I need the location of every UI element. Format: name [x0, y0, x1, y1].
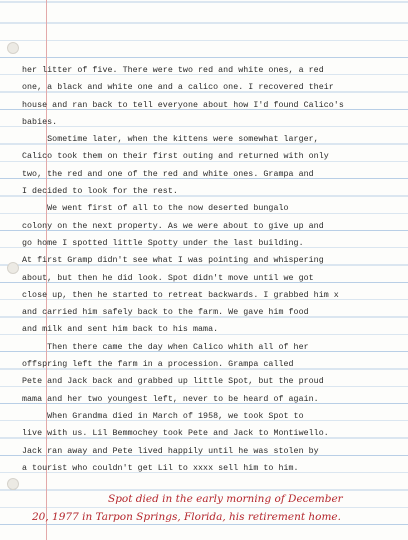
binder-hole — [7, 42, 19, 54]
typed-line: Pete and Jack back and grabbed up little Spot, but the proud — [22, 377, 324, 387]
typed-line: her litter of five. There were two red and white ones, a red — [22, 66, 324, 75]
typed-line: one, a black and white one and a calico one. I recovered their — [22, 83, 334, 93]
typed-line: Sometime later, when the kittens were somewhat larger, — [22, 135, 319, 145]
typed-line: colony on the next property. As we were about to give up and — [22, 221, 324, 231]
typed-line: Jack ran away and Pete lived happily until he was stolen by — [22, 446, 319, 456]
typed-line: close up, then he started to retreat backwards. I grabbed him x — [22, 290, 339, 300]
typed-line: two, the red and one of the red and white ones. Grampa and — [22, 169, 314, 179]
handwritten-note-line: Spot died in the early morning of December — [108, 493, 343, 505]
typed-line: At first Gramp didn't see what I was pointing and whispering — [22, 256, 324, 266]
typed-line: babies. — [22, 117, 58, 127]
binder-hole — [7, 478, 19, 490]
typed-line: and milk and sent him back to his mama. — [22, 325, 219, 335]
typed-line: Then there came the day when Calico whith all of her — [22, 342, 309, 352]
typed-line: mama and her two youngest left, never to be heard of again. — [22, 394, 319, 404]
typed-line: house and ran back to tell everyone about how I'd found Calico's — [22, 100, 344, 110]
typed-line: and carried him safely back to the farm. We gave him food — [22, 308, 309, 318]
typed-line: offspring left the farm in a procession. Grampa called — [22, 360, 294, 370]
typed-text-body — [22, 62, 392, 477]
typed-line: We went first of all to the now deserted bungalo — [22, 204, 289, 214]
typed-line: live with us. Lil Bemmochey took Pete and Jack to Montiwello. — [22, 429, 329, 439]
handwritten-note-line: 20, 1977 in Tarpon Springs, Florida, his retirement home. — [32, 511, 341, 523]
typed-line: about, but then he did look. Spot didn't move until we got — [22, 273, 314, 283]
binder-hole — [7, 262, 19, 274]
typed-line: When Grandma died in March of 1958, we took Spot to — [22, 411, 304, 421]
typed-line: I decided to look for the rest. — [22, 187, 178, 197]
typed-line: Calico took them on their first outing and returned with only — [22, 152, 329, 162]
typed-line: go home I spotted little Spotty under the last building. — [22, 238, 304, 248]
typed-line: a tourist who couldn't get Lil to xxxx sell him to him. — [22, 463, 299, 473]
